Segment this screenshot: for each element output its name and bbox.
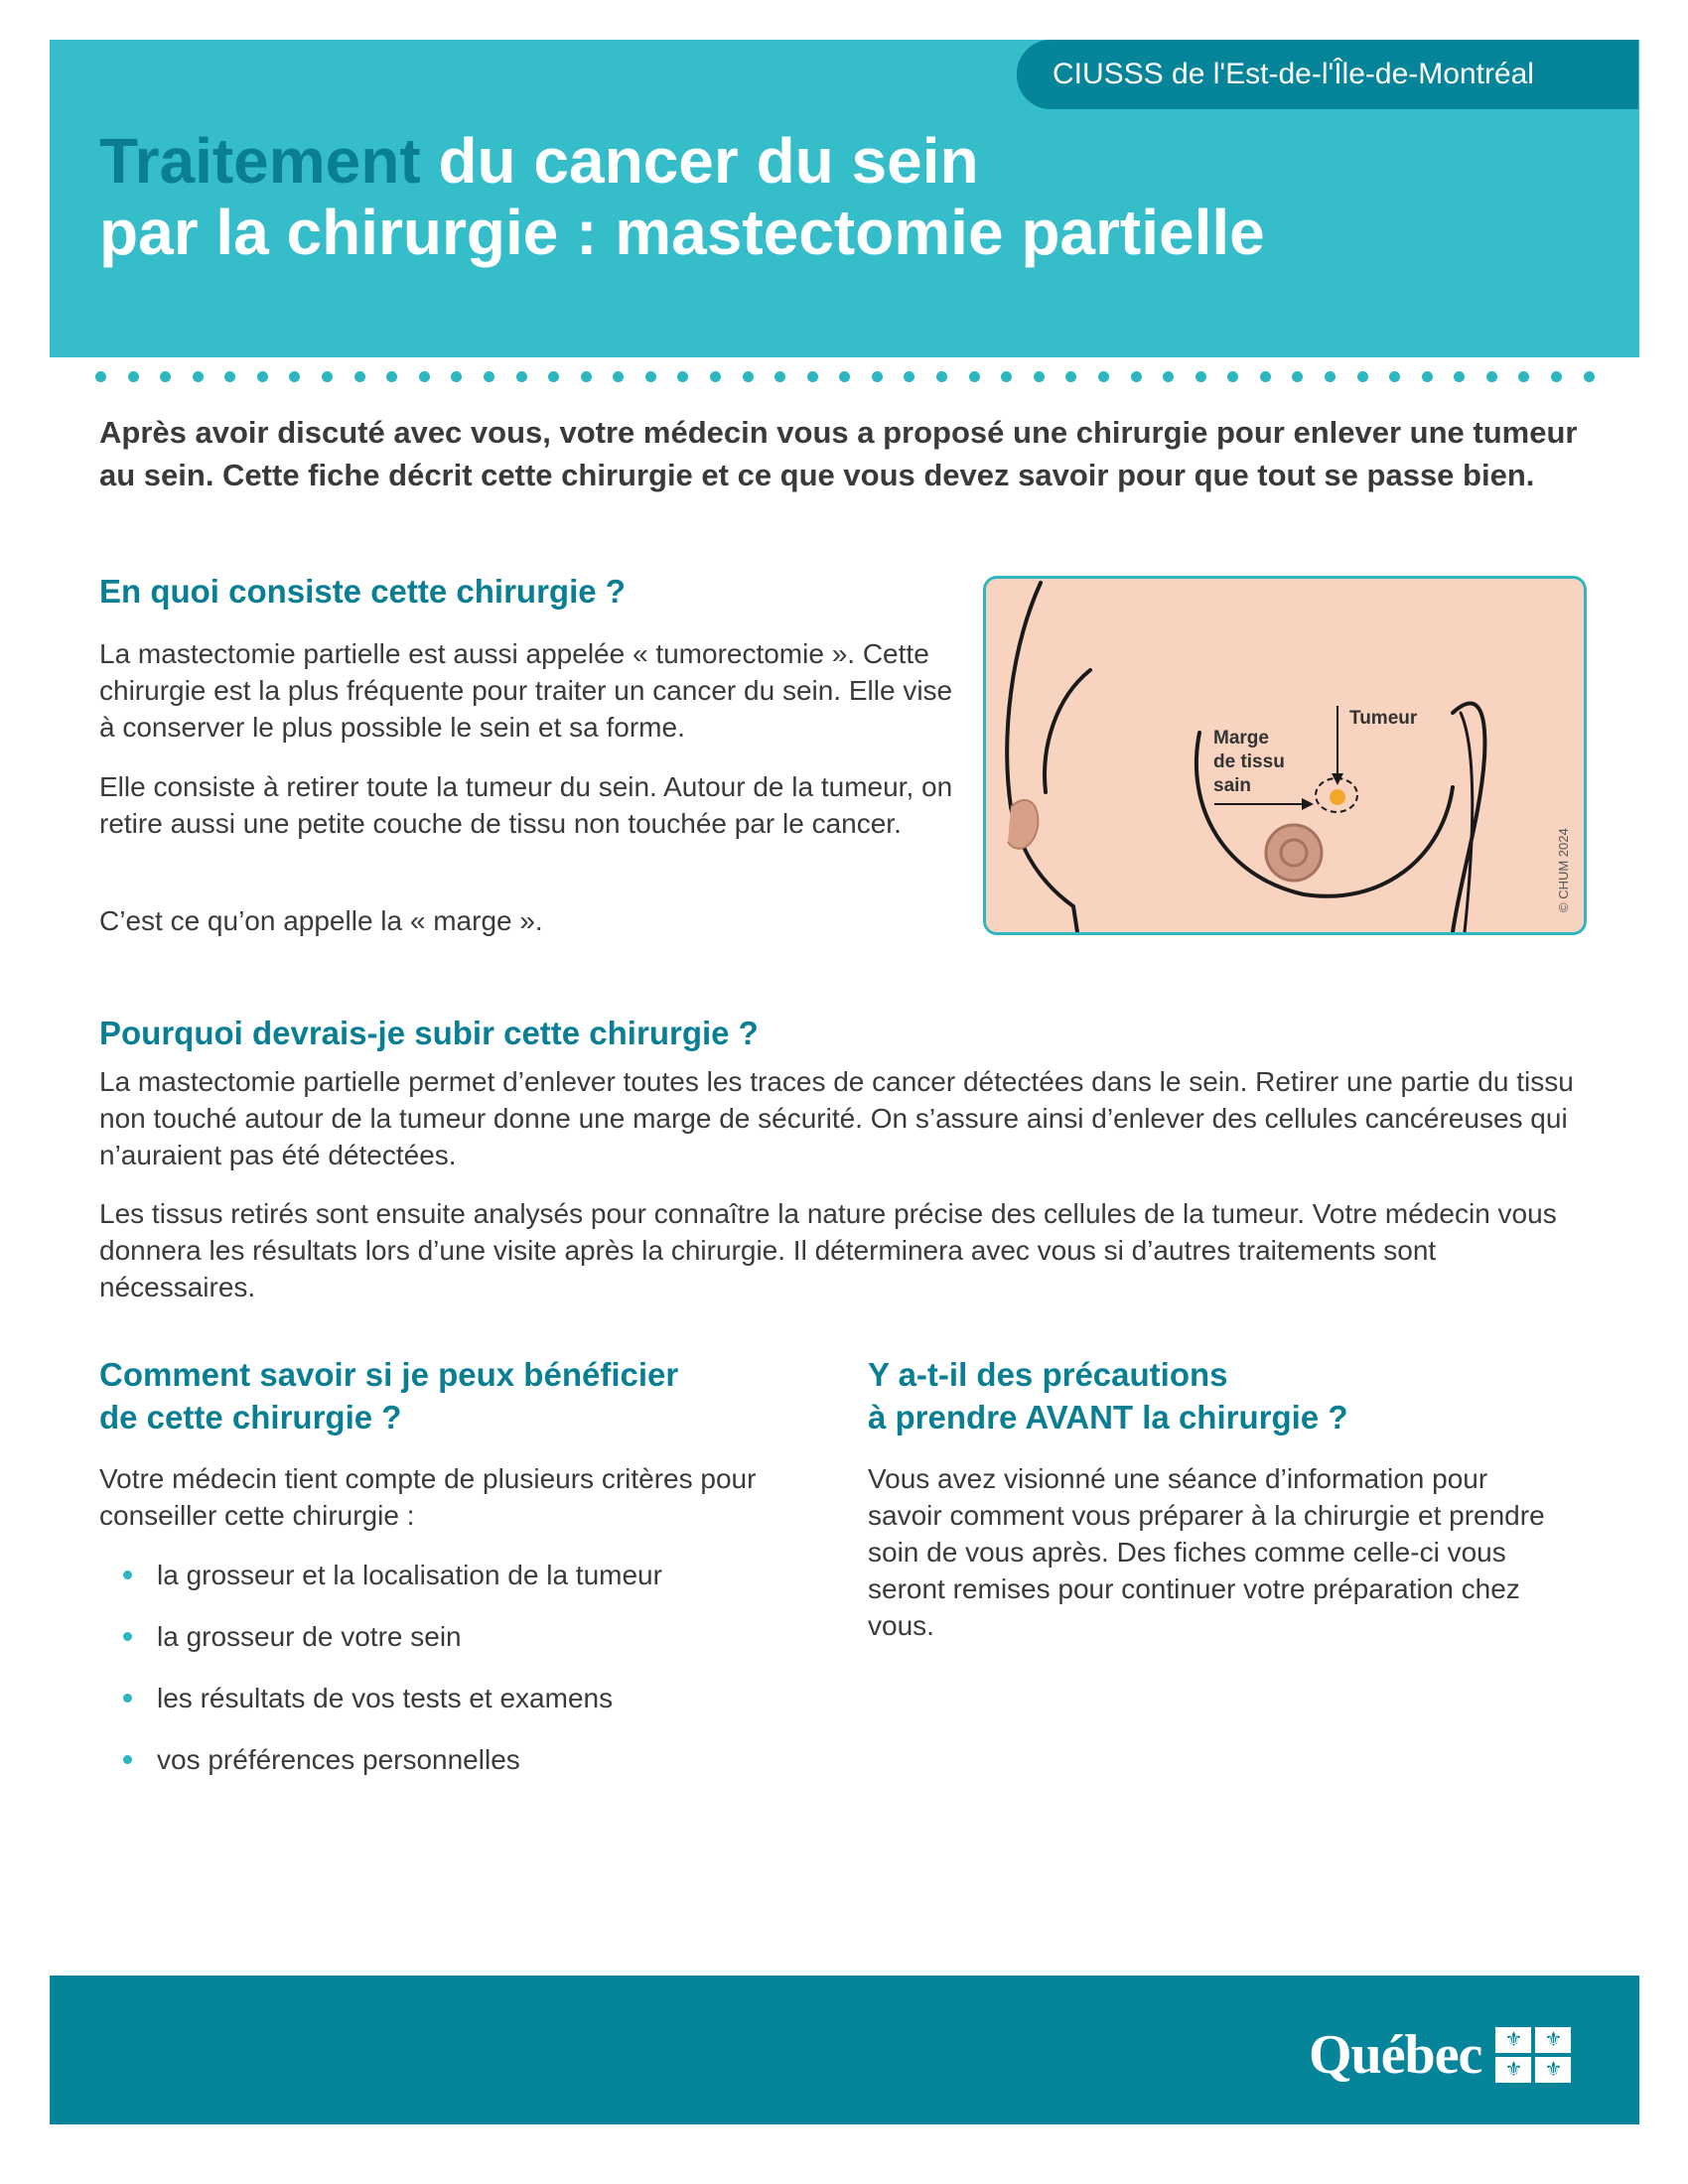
divider-dot bbox=[1034, 371, 1045, 382]
divider-dot bbox=[128, 371, 139, 382]
divider-dot bbox=[516, 371, 527, 382]
label-margin-1: Marge bbox=[1213, 728, 1269, 749]
divider-dot bbox=[1065, 371, 1076, 382]
divider-dot bbox=[1325, 371, 1336, 382]
fleur-de-lis-icon: ⚜ bbox=[1495, 2027, 1531, 2053]
intro-paragraph: Après avoir discuté avec vous, votre médecin vous a proposé une chirurgie pour enlever une tumeur au sein. Cette fiche décrit cette chirurgie et ce que vous devez savoir pour que tout se passe bien. bbox=[99, 415, 1578, 492]
list-item: les résultats de vos tests et examens bbox=[99, 1680, 774, 1716]
breast-illustration-svg bbox=[986, 579, 1584, 932]
divider-dot bbox=[95, 371, 106, 382]
fleur-de-lis-flag-icon bbox=[1495, 2027, 1571, 2083]
divider-dot bbox=[1227, 371, 1238, 382]
section3-heading-line1: Comment savoir si je peux bénéficier bbox=[99, 1356, 679, 1393]
copyright-text: © CHUM 2024 bbox=[1556, 828, 1571, 912]
section2-paragraph-2: Les tissus retirés sont ensuite analysés pour connaître la nature précise des cellules de la tumeur. Votre médecin vous donnera les résultats lors d’une visite après la chirurgie. Il déterminera avec vous si d’autres traitements sont nécessaires. bbox=[99, 1198, 1557, 1302]
criteria-list bbox=[99, 1557, 774, 1803]
divider-dot bbox=[1486, 371, 1497, 382]
divider-dot bbox=[484, 371, 494, 382]
section3-heading bbox=[99, 1353, 794, 1438]
section4-heading bbox=[868, 1353, 1563, 1438]
divider-dot bbox=[710, 371, 721, 382]
organization-tab: CIUSSS de l'Est-de-l'Île-de-Montréal bbox=[1017, 40, 1638, 109]
divider-dot bbox=[872, 371, 883, 382]
divider-dot bbox=[419, 371, 430, 382]
divider-dot bbox=[645, 371, 656, 382]
divider-dot bbox=[1260, 371, 1271, 382]
label-margin-3: sain bbox=[1213, 775, 1252, 796]
fleur-de-lis-icon: ⚜ bbox=[1535, 2057, 1571, 2083]
list-item: la grosseur et la localisation de la tumeur bbox=[99, 1557, 774, 1593]
divider-dot bbox=[969, 371, 980, 382]
page-title bbox=[99, 125, 1489, 268]
divider-dot bbox=[354, 371, 365, 382]
divider-dot bbox=[904, 371, 914, 382]
list-item: la grosseur de votre sein bbox=[99, 1618, 774, 1655]
divider-dot bbox=[257, 371, 268, 382]
breast-illustration bbox=[983, 576, 1587, 935]
section4-heading-line2: à prendre AVANT la chirurgie ? bbox=[868, 1399, 1348, 1435]
divider-dot bbox=[451, 371, 462, 382]
quebec-logo bbox=[1309, 2015, 1571, 2095]
divider-dot bbox=[1518, 371, 1529, 382]
divider-dot bbox=[1098, 371, 1109, 382]
divider-dot bbox=[1131, 371, 1142, 382]
section4-paragraph-1: Vous avez visionné une séance d’information pour savoir comment vous préparer à la chirurgie et prendre soin de vous après. Des fiches comme celle-ci vous seront remises pour continuer votre préparation chez vous. bbox=[868, 1463, 1545, 1641]
list-item: vos préférences personnelles bbox=[99, 1741, 774, 1778]
tumor-dot bbox=[1330, 789, 1345, 805]
divider-dot bbox=[1196, 371, 1206, 382]
fleur-de-lis-icon: ⚜ bbox=[1535, 2027, 1571, 2053]
label-margin-2: de tissu bbox=[1213, 751, 1285, 772]
quebec-wordmark: Québec bbox=[1309, 2024, 1482, 2086]
divider-dot bbox=[1163, 371, 1174, 382]
title-line2: par la chirurgie : mastectomie partielle bbox=[99, 197, 1265, 268]
title-line1-rest: du cancer du sein bbox=[420, 125, 979, 197]
dotted-divider bbox=[95, 371, 1595, 385]
divider-dot bbox=[1551, 371, 1562, 382]
section3-heading-line2: de cette chirurgie ? bbox=[99, 1399, 402, 1435]
divider-dot bbox=[224, 371, 235, 382]
divider-dot bbox=[581, 371, 592, 382]
divider-dot bbox=[1389, 371, 1400, 382]
section4-heading-line1: Y a-t-il des précautions bbox=[868, 1356, 1228, 1393]
divider-dot bbox=[386, 371, 397, 382]
section2-heading: Pourquoi devrais-je subir cette chirurgie ? bbox=[99, 1015, 759, 1051]
section1-paragraph-3: C’est ce qu’on appelle la « marge ». bbox=[99, 905, 543, 936]
divider-dot bbox=[322, 371, 333, 382]
fleur-de-lis-icon: ⚜ bbox=[1495, 2057, 1531, 2083]
divider-dot bbox=[1357, 371, 1368, 382]
divider-dot bbox=[548, 371, 559, 382]
divider-dot bbox=[1584, 371, 1595, 382]
title-accent: Traitement bbox=[99, 125, 421, 197]
divider-dot bbox=[936, 371, 947, 382]
divider-dot bbox=[193, 371, 204, 382]
section3-paragraph-1: Votre médecin tient compte de plusieurs critères pour conseiller cette chirurgie : bbox=[99, 1463, 757, 1531]
divider-dot bbox=[1292, 371, 1303, 382]
divider-dot bbox=[1454, 371, 1465, 382]
nipple bbox=[1281, 840, 1307, 866]
section1-paragraph-2: Elle consiste à retirer toute la tumeur du sein. Autour de la tumeur, on retire aussi une petite couche de tissu non touchée par le cancer. bbox=[99, 771, 953, 839]
divider-dot bbox=[613, 371, 624, 382]
divider-dot bbox=[1422, 371, 1433, 382]
divider-dot bbox=[839, 371, 850, 382]
divider-dot bbox=[1001, 371, 1012, 382]
divider-dot bbox=[289, 371, 300, 382]
divider-dot bbox=[677, 371, 688, 382]
divider-dot bbox=[807, 371, 818, 382]
section1-paragraph-1: La mastectomie partielle est aussi appelée « tumorectomie ». Cette chirurgie est la plus fréquente pour traiter un cancer du sein. Elle vise à conserver le plus possible le sein et sa forme. bbox=[99, 638, 953, 743]
section2-paragraph-1: La mastectomie partielle permet d’enlever toutes les traces de cancer détectées dans le sein. Retirer une partie du tissu non touché autour de la tumeur donne une marge de sécurité. On s’assure ainsi d’enlever des cellules cancéreuses qui n’auraient pas été détectées. bbox=[99, 1066, 1574, 1170]
label-tumor: Tumeur bbox=[1349, 708, 1418, 729]
divider-dot bbox=[743, 371, 754, 382]
section1-heading: En quoi consiste cette chirurgie ? bbox=[99, 573, 626, 610]
divider-dot bbox=[774, 371, 785, 382]
divider-dot bbox=[160, 371, 171, 382]
